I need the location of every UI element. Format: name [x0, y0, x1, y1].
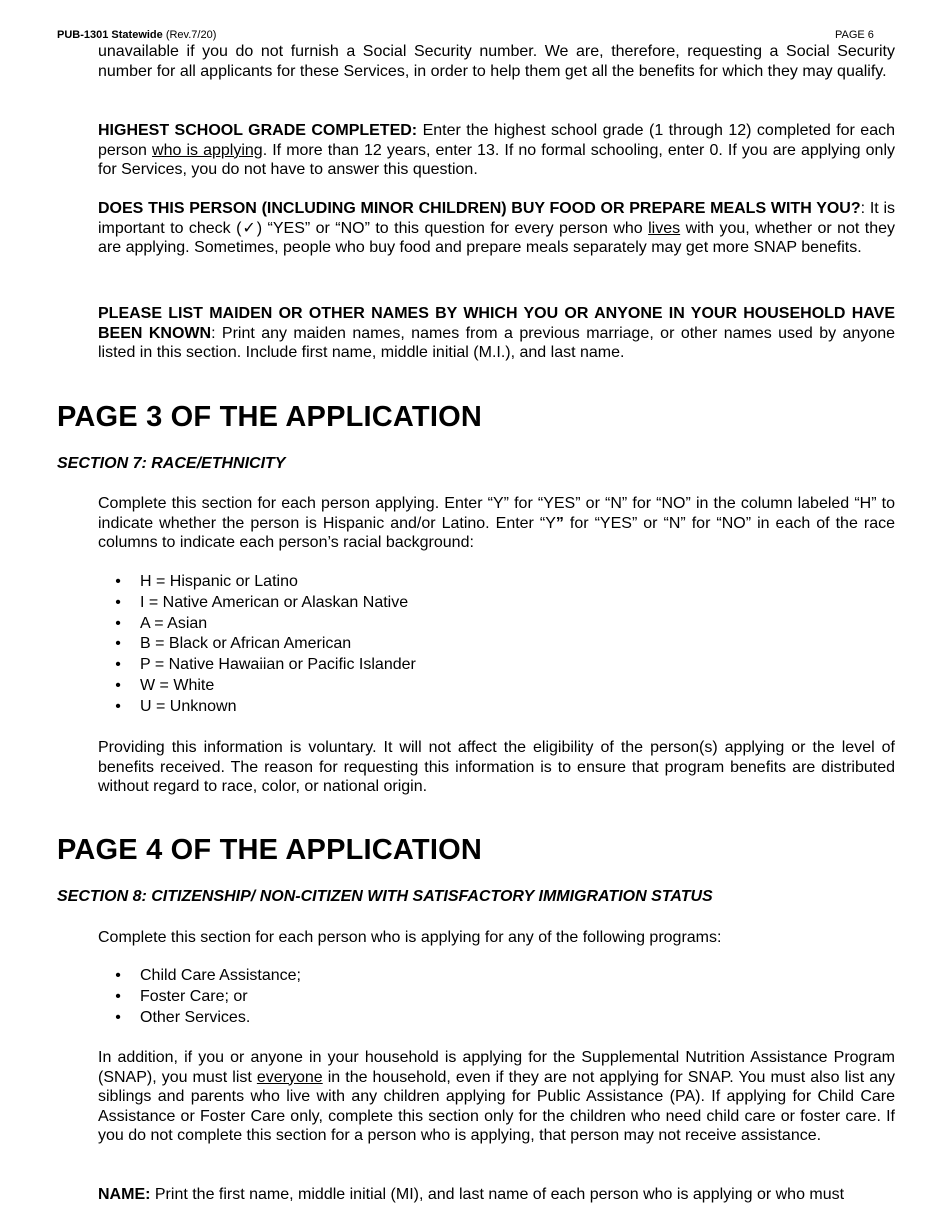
bullet: • — [115, 967, 121, 984]
list-item: • P = Native Hawaiian or Pacific Islander — [112, 655, 416, 676]
citizenship-intro-paragraph: Complete this section for each person who is applying for any of the following programs: — [98, 929, 722, 946]
revision-date: (Rev.7/20) — [165, 29, 217, 41]
document-id — [57, 29, 216, 41]
bullet: • — [115, 614, 121, 632]
race-code-list — [112, 572, 416, 718]
program-list — [112, 966, 301, 1028]
section8-heading: SECTION 8: CITIZENSHIP/ NON-CITIZEN WITH SATISFACTORY IMMIGRATION STATUS — [57, 888, 713, 905]
maiden-names-paragraph: PLEASE LIST MAIDEN OR OTHER NAMES BY WHICH YOU OR ANYONE IN YOUR HOUSEHOLD HAVE BEEN KNOWN: Print any maiden names, names from a previous marriage, or other names used by anyone listed in this section. Include first name, middle initial (M.I.), and last name. — [98, 305, 896, 362]
bullet: • — [115, 1008, 121, 1026]
list-item: • Other Services. — [112, 1008, 301, 1029]
section7-heading: SECTION 7: RACE/ETHNICITY — [57, 455, 286, 472]
school-grade-paragraph: HIGHEST SCHOOL GRADE COMPLETED: Enter the highest school grade (1 through 12) completed for each person who is applying. If more than 12 years, enter 13. If no formal schooling, enter 0. If you are applying only for Services, you do not have to answer this question. — [98, 122, 895, 179]
bullet: • — [115, 593, 121, 611]
bullet: • — [115, 573, 121, 590]
food-meals-label: DOES THIS PERSON (INCLUDING MINOR CHILDREN) BUY FOOD OR PREPARE MEALS WITH YOU? — [98, 200, 861, 217]
voluntary-paragraph: Providing this information is voluntary. It will not affect the eligibility of the person(s) applying or the level of benefits received. The reason for requesting this information is to ensure that program benefits are distributed without regard to race, color, or national origin. — [98, 739, 895, 796]
snap-paragraph: In addition, if you or anyone in your household is applying for the Supplemental Nutrition Assistance Program (SNAP), you must list everyone in the household, even if they are not applying for SNAP. You must also list any siblings and parents who live with any children applying for Public Assistance (PA). If applying for Child Care Assistance or Foster Care only, complete this section only for the children who need child care or foster care. If you do not complete this section for a person who is applying, that person may not receive assistance. — [98, 1049, 895, 1145]
list-item: • I = Native American or Alaskan Native — [112, 593, 416, 614]
page3-heading: PAGE 3 OF THE APPLICATION — [57, 401, 482, 433]
bullet: • — [115, 635, 121, 653]
maiden-names-label: PLEASE LIST MAIDEN OR OTHER NAMES BY WHICH YOU OR ANYONE IN YOUR HOUSEHOLD HAVE BEEN KNOWN — [98, 305, 895, 342]
bullet: • — [115, 676, 121, 694]
list-item: • B = Black or African American — [112, 634, 416, 655]
list-item: • W = White — [112, 676, 416, 697]
list-item: • A = Asian — [112, 614, 416, 635]
page4-heading: PAGE 4 OF THE APPLICATION — [57, 834, 482, 866]
ssn-continuation-paragraph: unavailable if you do not furnish a Social Security number. We are, therefore, requesting a Social Security number for all applicants for these Services, in order to help them get all the benefits for which they may qualify. — [98, 43, 895, 80]
list-item: • H = Hispanic or Latino — [112, 572, 416, 593]
bullet: • — [115, 987, 121, 1005]
form-number: PUB-1301 Statewide — [57, 29, 163, 41]
name-label: NAME: — [98, 1186, 151, 1203]
list-item: • Child Care Assistance; — [112, 966, 301, 987]
bullet: • — [115, 656, 121, 674]
list-item: • U = Unknown — [112, 697, 416, 718]
list-item: • Foster Care; or — [112, 987, 301, 1008]
food-meals-paragraph: DOES THIS PERSON (INCLUDING MINOR CHILDREN) BUY FOOD OR PREPARE MEALS WITH YOU?: It is important to check (✓) “YES” or “NO” to this question for every person who lives with you, whether or not they are applying. Sometimes, people who buy food and prepare meals separately may get more SNAP benefits. — [98, 200, 896, 257]
race-intro-paragraph: Complete this section for each person applying. Enter “Y” for “YES” or “N” for “NO” in the column labeled “H” to indicate whether the person is Hispanic and/or Latino. Enter “Y” for “YES” or “N” for “NO” in each of the race columns to indicate each person’s racial background: — [98, 495, 895, 552]
page-number: PAGE 6 — [835, 29, 874, 41]
name-paragraph: NAME: Print the first name, middle initial (MI), and last name of each person who is applying or who must — [98, 1186, 845, 1203]
bullet: • — [115, 697, 121, 715]
school-grade-label: HIGHEST SCHOOL GRADE COMPLETED: — [98, 122, 418, 139]
